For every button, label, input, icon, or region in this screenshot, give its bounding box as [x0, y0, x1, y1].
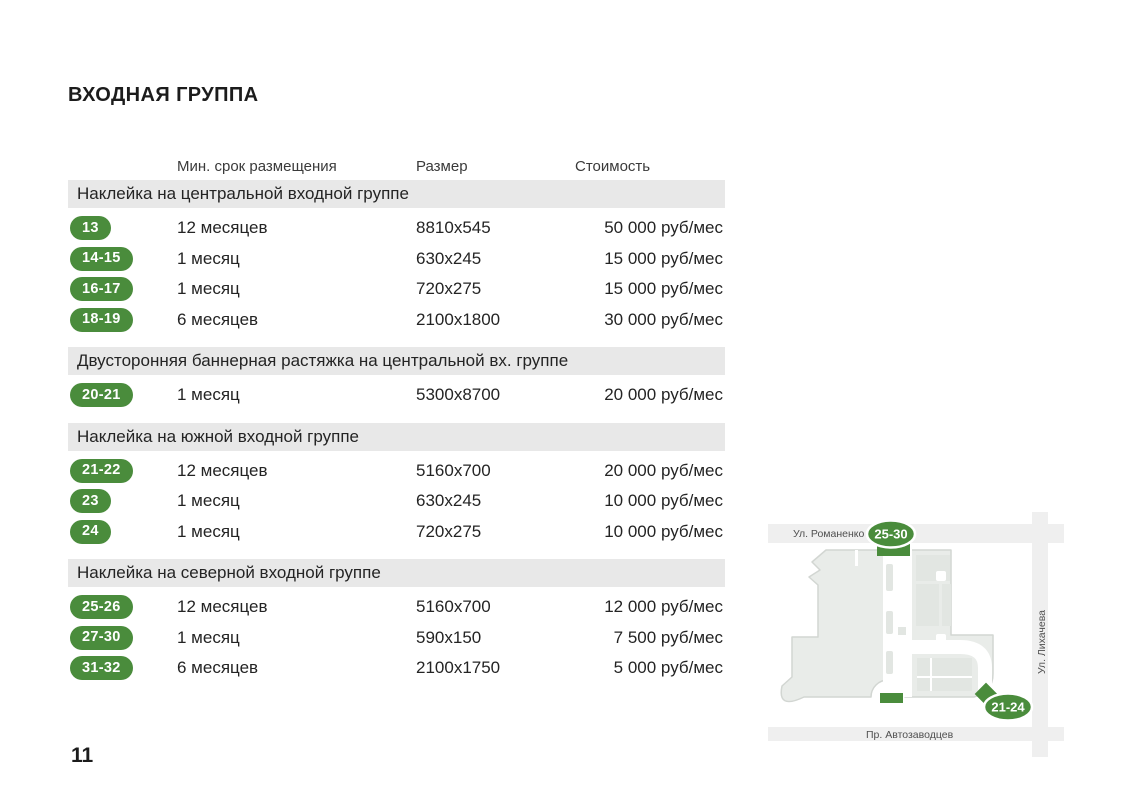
size-cell: 590х150 — [416, 627, 482, 647]
table-row — [68, 653, 725, 684]
street-label-avtozavodtsev: Пр. Автозаводцев — [866, 729, 954, 741]
price-cell: 20 000 руб/мес — [604, 385, 723, 405]
period-cell: 12 месяцев — [177, 597, 268, 617]
size-cell: 2100х1750 — [416, 658, 501, 678]
table-row — [68, 274, 725, 305]
table-row — [68, 380, 725, 411]
price-cell: 15 000 руб/мес — [604, 279, 723, 299]
table-row — [68, 244, 725, 275]
table-row — [68, 592, 725, 623]
size-cell: 5300х8700 — [416, 385, 501, 405]
period-cell: 6 месяцев — [177, 309, 259, 329]
section-rows — [68, 208, 725, 335]
position-badge: 13 — [70, 216, 111, 240]
section-rows — [68, 587, 725, 684]
entrance-marker-south — [880, 693, 903, 703]
section-header: Наклейка на центральной входной группе — [68, 180, 725, 208]
column-header-size: Размер — [416, 158, 468, 175]
section-header: Наклейка на южной входной группе — [68, 423, 725, 451]
size-cell: 8810х545 — [416, 218, 491, 238]
table-row — [68, 486, 725, 517]
period-cell: 6 месяцев — [177, 658, 259, 678]
period-cell: 1 месяц — [177, 491, 240, 511]
position-badge: 18-19 — [70, 308, 133, 332]
table-row — [68, 623, 725, 654]
position-badge: 14-15 — [70, 247, 133, 271]
period-cell: 12 месяцев — [177, 460, 268, 480]
size-cell: 720х275 — [416, 521, 482, 541]
price-cell: 12 000 руб/мес — [604, 597, 723, 617]
svg-text:21-24: 21-24 — [991, 699, 1025, 715]
street-label-likhacheva: Ул. Лихачева — [1036, 609, 1048, 675]
table-row — [68, 456, 725, 487]
price-cell: 10 000 руб/мес — [604, 521, 723, 541]
price-cell: 7 500 руб/мес — [613, 627, 723, 647]
position-badge: 27-30 — [70, 626, 133, 650]
size-cell: 5160х700 — [416, 460, 491, 480]
section-rows — [68, 375, 725, 411]
position-badge: 16-17 — [70, 277, 133, 301]
period-cell: 1 месяц — [177, 385, 240, 405]
section-header: Наклейка на северной входной группе — [68, 559, 725, 587]
position-badge: 31-32 — [70, 656, 133, 680]
price-cell: 50 000 руб/мес — [604, 218, 723, 238]
position-badge: 23 — [70, 489, 111, 513]
section-header: Двусторонняя баннерная растяжка на центральной вх. группе — [68, 347, 725, 375]
size-cell: 720х275 — [416, 279, 482, 299]
price-cell: 30 000 руб/мес — [604, 309, 723, 329]
page-title: ВХОДНАЯ ГРУППА — [68, 84, 259, 106]
street-label-romanenko: Ул. Романенко — [793, 528, 865, 540]
period-cell: 1 месяц — [177, 521, 240, 541]
location-map — [765, 505, 1122, 763]
price-cell: 5 000 руб/мес — [613, 658, 723, 678]
position-badge: 24 — [70, 520, 111, 544]
size-cell: 2100х1800 — [416, 309, 501, 329]
period-cell: 1 месяц — [177, 248, 240, 268]
position-badge: 21-22 — [70, 459, 133, 483]
size-cell: 630х245 — [416, 491, 482, 511]
size-cell: 630х245 — [416, 248, 482, 268]
svg-text:25-30: 25-30 — [874, 526, 908, 542]
table-row — [68, 517, 725, 548]
price-cell: 20 000 руб/мес — [604, 460, 723, 480]
column-header-cost: Стоимость — [575, 158, 651, 175]
period-cell: 1 месяц — [177, 627, 240, 647]
size-cell: 5160х700 — [416, 597, 491, 617]
position-badge: 25-26 — [70, 595, 133, 619]
page-number: 11 — [71, 744, 94, 767]
position-badge: 20-21 — [70, 383, 133, 407]
map-badge-north — [867, 521, 915, 548]
table-column-headers — [68, 158, 725, 180]
corridor-gap — [855, 550, 858, 566]
column-header-period: Мин. срок размещения — [177, 158, 337, 175]
pricing-table — [68, 158, 725, 684]
table-row — [68, 305, 725, 336]
period-cell: 12 месяцев — [177, 218, 268, 238]
period-cell: 1 месяц — [177, 279, 240, 299]
map-badge-south-east — [984, 694, 1032, 721]
price-cell: 10 000 руб/мес — [604, 491, 723, 511]
price-cell: 15 000 руб/мес — [604, 248, 723, 268]
section-rows — [68, 451, 725, 548]
table-row — [68, 213, 725, 244]
